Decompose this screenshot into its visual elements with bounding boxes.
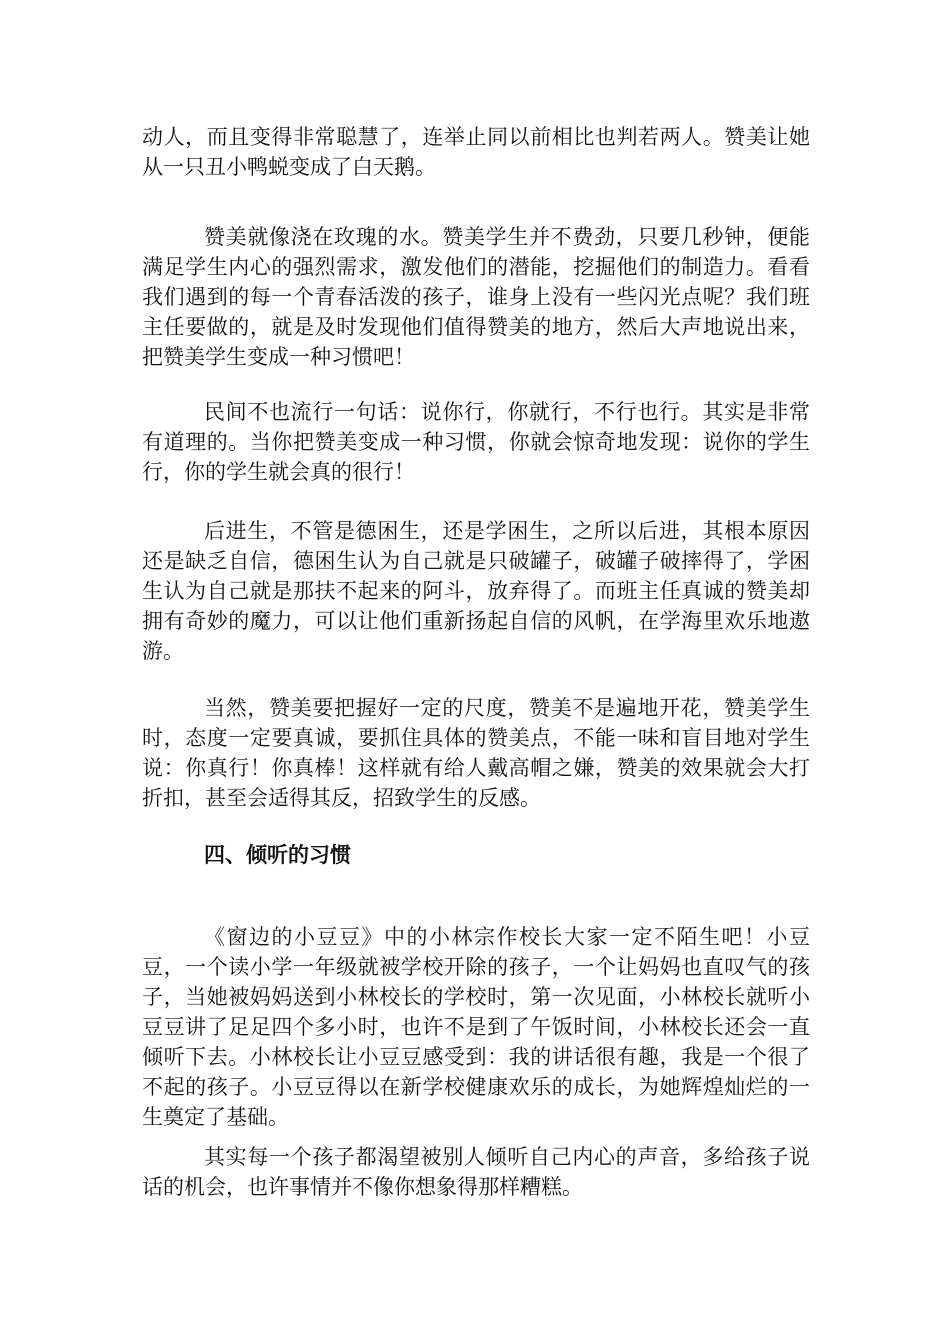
paragraph-continuation: 动人，而且变得非常聪慧了，连举止同以前相比也判若两人。赞美让她从一只丑小鸭蜕变成了白天鹅。	[142, 125, 810, 179]
paragraph-folk-saying: 民间不也流行一句话：说你行，你就行，不行也行。其实是非常有道理的。当你把赞美变成一种习惯，你就会惊奇地发现：说你的学生行，你的学生就会真的很行！	[142, 400, 810, 484]
paragraph-praise-measure: 当然，赞美要把握好一定的尺度，赞美不是遍地开花，赞美学生时，态度一定要真诚，要抓住具体的赞美点，不能一味和盲目地对学生说：你真行！你真棒！这样就有给人戴高帽之嫌，赞美的效果就会大打折扣，甚至会适得其反，招致学生的反感。	[142, 696, 810, 810]
paragraph-struggling-students: 后进生，不管是德困生，还是学困生，之所以后进，其根本原因还是缺乏自信，德困生认为自己就是只破罐子，破罐子破摔得了，学困生认为自己就是那扶不起来的阿斗，放弃得了。而班主任真诚的赞美却拥有奇妙的魔力，可以让他们重新扬起自信的风帆，在学海里欢乐地遨游。	[142, 519, 810, 663]
section-heading: 四、倾听的习惯	[204, 842, 351, 867]
paragraph-totto-chan: 《窗边的小豆豆》中的小林宗作校长大家一定不陌生吧！小豆豆，一个读小学一年级就被学校开除的孩子，一个让妈妈也直叹气的孩子，当她被妈妈送到小林校长的学校时，第一次见面，小林校长就听小豆豆讲了足足四个多小时，也许不是到了午饭时间，小林校长还会一直倾听下去。小林校长让小豆豆感受到：我的讲话很有趣，我是一个很了不起的孩子。小豆豆得以在新学校健康欢乐的成长，为她辉煌灿烂的一生奠定了基础。	[142, 925, 810, 1129]
paragraph-listening: 其实每一个孩子都渴望被别人倾听自己内心的声音，多给孩子说话的机会，也许事情并不像你想象得那样糟糕。	[142, 1145, 810, 1199]
paragraph-praise-water: 赞美就像浇在玫瑰的水。赞美学生并不费劲，只要几秒钟，便能满足学生内心的强烈需求，激发他们的潜能，挖掘他们的制造力。看看我们遇到的每一个青春活泼的孩子，谁身上没有一些闪光点呢？我们班主任要做的，就是及时发现他们值得赞美的地方，然后大声地说出来，把赞美学生变成一种习惯吧！	[142, 225, 810, 369]
